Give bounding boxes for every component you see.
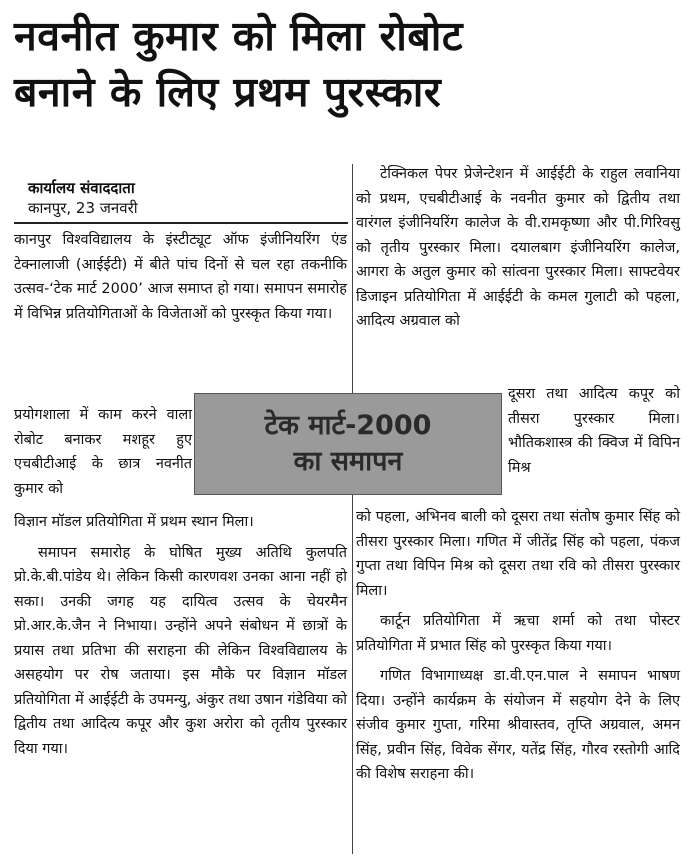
headline-line-1: नवनीत कुमार को मिला रोबोट: [14, 12, 464, 60]
left-paragraph-3: समापन समारोह के घोषित मुख्य अतिथि कुलपति प्रो.के.बी.पांडेय थे। लेकिन किसी कारणवश उनका आना नहीं हो सका। उनकी जगह यह दायित्व उत्सव के चेयरमैन प्रो.आर.के.जैन ने निभाया। उन्होंने अपने संबोधन में छात्रों के प्रयास तथा प्रतिभा की सराहना की लेकिन विश्वविद्यालय के असहयोग पर रोष जताया। इस मौके पर विज्ञान मॉडल प्रतियोगिता में आईईटी के उपमन्यु, अंकुर तथा उषान गंडेविया को द्वितीय तथा आदित्य कपूर और कुश अरोरा को तृतीय पुरस्कार दिया गया।: [14, 544, 347, 757]
inset-line-2: का समापन: [293, 446, 403, 477]
right-paragraph-1c: को पहला, अभिनव बाली को दूसरा तथा संतोष कुमार सिंह को तीसरा पुरस्कार मिला। गणित में जीतेंद्र सिंह को पहला, पंकज गुप्ता तथा विपिन मिश्र को दूसरा तथा रवि को तीसरा पुरस्कार मिला।: [356, 509, 680, 599]
byline-office: कार्यालय संवाददाता: [28, 179, 135, 197]
left-column-body: [14, 510, 347, 761]
left-paragraph-2a: प्रयोगशाला में काम करने वाला रोबोट बनाकर मशहूर हुए एचबीटीआई के छात्र नवनीत कुमार को: [14, 407, 192, 497]
right-paragraph-2: कार्टून प्रतियोगिता में ऋचा शर्मा को तथा पोस्टर प्रतियोगिता में प्रभात सिंह को पुरस्कृत किया गया।: [356, 613, 680, 654]
right-column-intro: [356, 162, 680, 334]
right-paragraph-1b: दूसरा तथा आदित्य कपूर को तीसरा पुरस्कार मिला। भौतिकशास्त्र की क्विज में विपिन मिश्र: [508, 386, 680, 476]
byline-divider: [14, 222, 348, 224]
inset-caption-box: [194, 393, 502, 495]
right-paragraph-3: गणित विभागाध्यक्ष डा.वी.एन.पाल ने समापन भाषण दिया। उन्होंने कार्यक्रम के संयोजन में सहयोग देने के लिए संजीव कुमार गुप्ता, गरिमा श्रीवास्तव, तृप्ति अग्रवाल, अमन सिंह, प्रवीन सिंह, विवेक सेंगर, यतेंद्र सिंह, गौरव रस्तोगी आदि की विशेष सराहना की।: [356, 668, 680, 782]
headline: [14, 8, 678, 120]
inset-line-1: टेक मार्ट-2000: [264, 410, 432, 441]
left-paragraph-1: कानपुर विश्वविद्यालय के इंस्टीट्यूट ऑफ इंजीनियरिंग एंड टेक्नालाजी (आईईटी) में बीते पांच दिनों से चल रहा तकनीकि उत्सव-‘टेक मार्ट 2000’ आज समाप्त हो गया। समापन समारोह में विभिन्न प्रतियोगिताओं के विजेताओं को पुरस्कृत किया गया।: [14, 232, 347, 322]
byline: [28, 178, 138, 218]
right-column-wrap: [508, 382, 680, 480]
right-column-body: [356, 505, 680, 787]
left-column-wrap: [14, 403, 192, 501]
headline-line-2: बनाने के लिए प्रथम पुरस्कार: [14, 68, 442, 116]
byline-place-date: कानपुर, 23 जनवरी: [28, 199, 138, 217]
left-paragraph-2b: विज्ञान मॉडल प्रतियोगिता में प्रथम स्थान मिला।: [14, 514, 254, 530]
column-divider: [352, 164, 353, 854]
left-column-intro: [14, 228, 347, 326]
right-paragraph-1a: टेक्निकल पेपर प्रेजेन्टेशन में आईईटी के राहुल लवानिया को प्रथम, एचबीटीआई के नवनीत कुमार को द्वितीय तथा वारंगल इंजीनियरिंग कालेज के वी.रामकृष्णा और पी.गिरिवसु को तृतीय पुरस्कार मिला। दयालबाग इंजीनियरिंग कालेज, आगरा के अतुल कुमार को सांत्वना पुरस्कार मिला। साफ्टवेयर डिजाइन प्रतियोगिता में आईईटी के कमल गुलाटी को पहला, आदित्य अग्रवाल को: [356, 166, 680, 329]
